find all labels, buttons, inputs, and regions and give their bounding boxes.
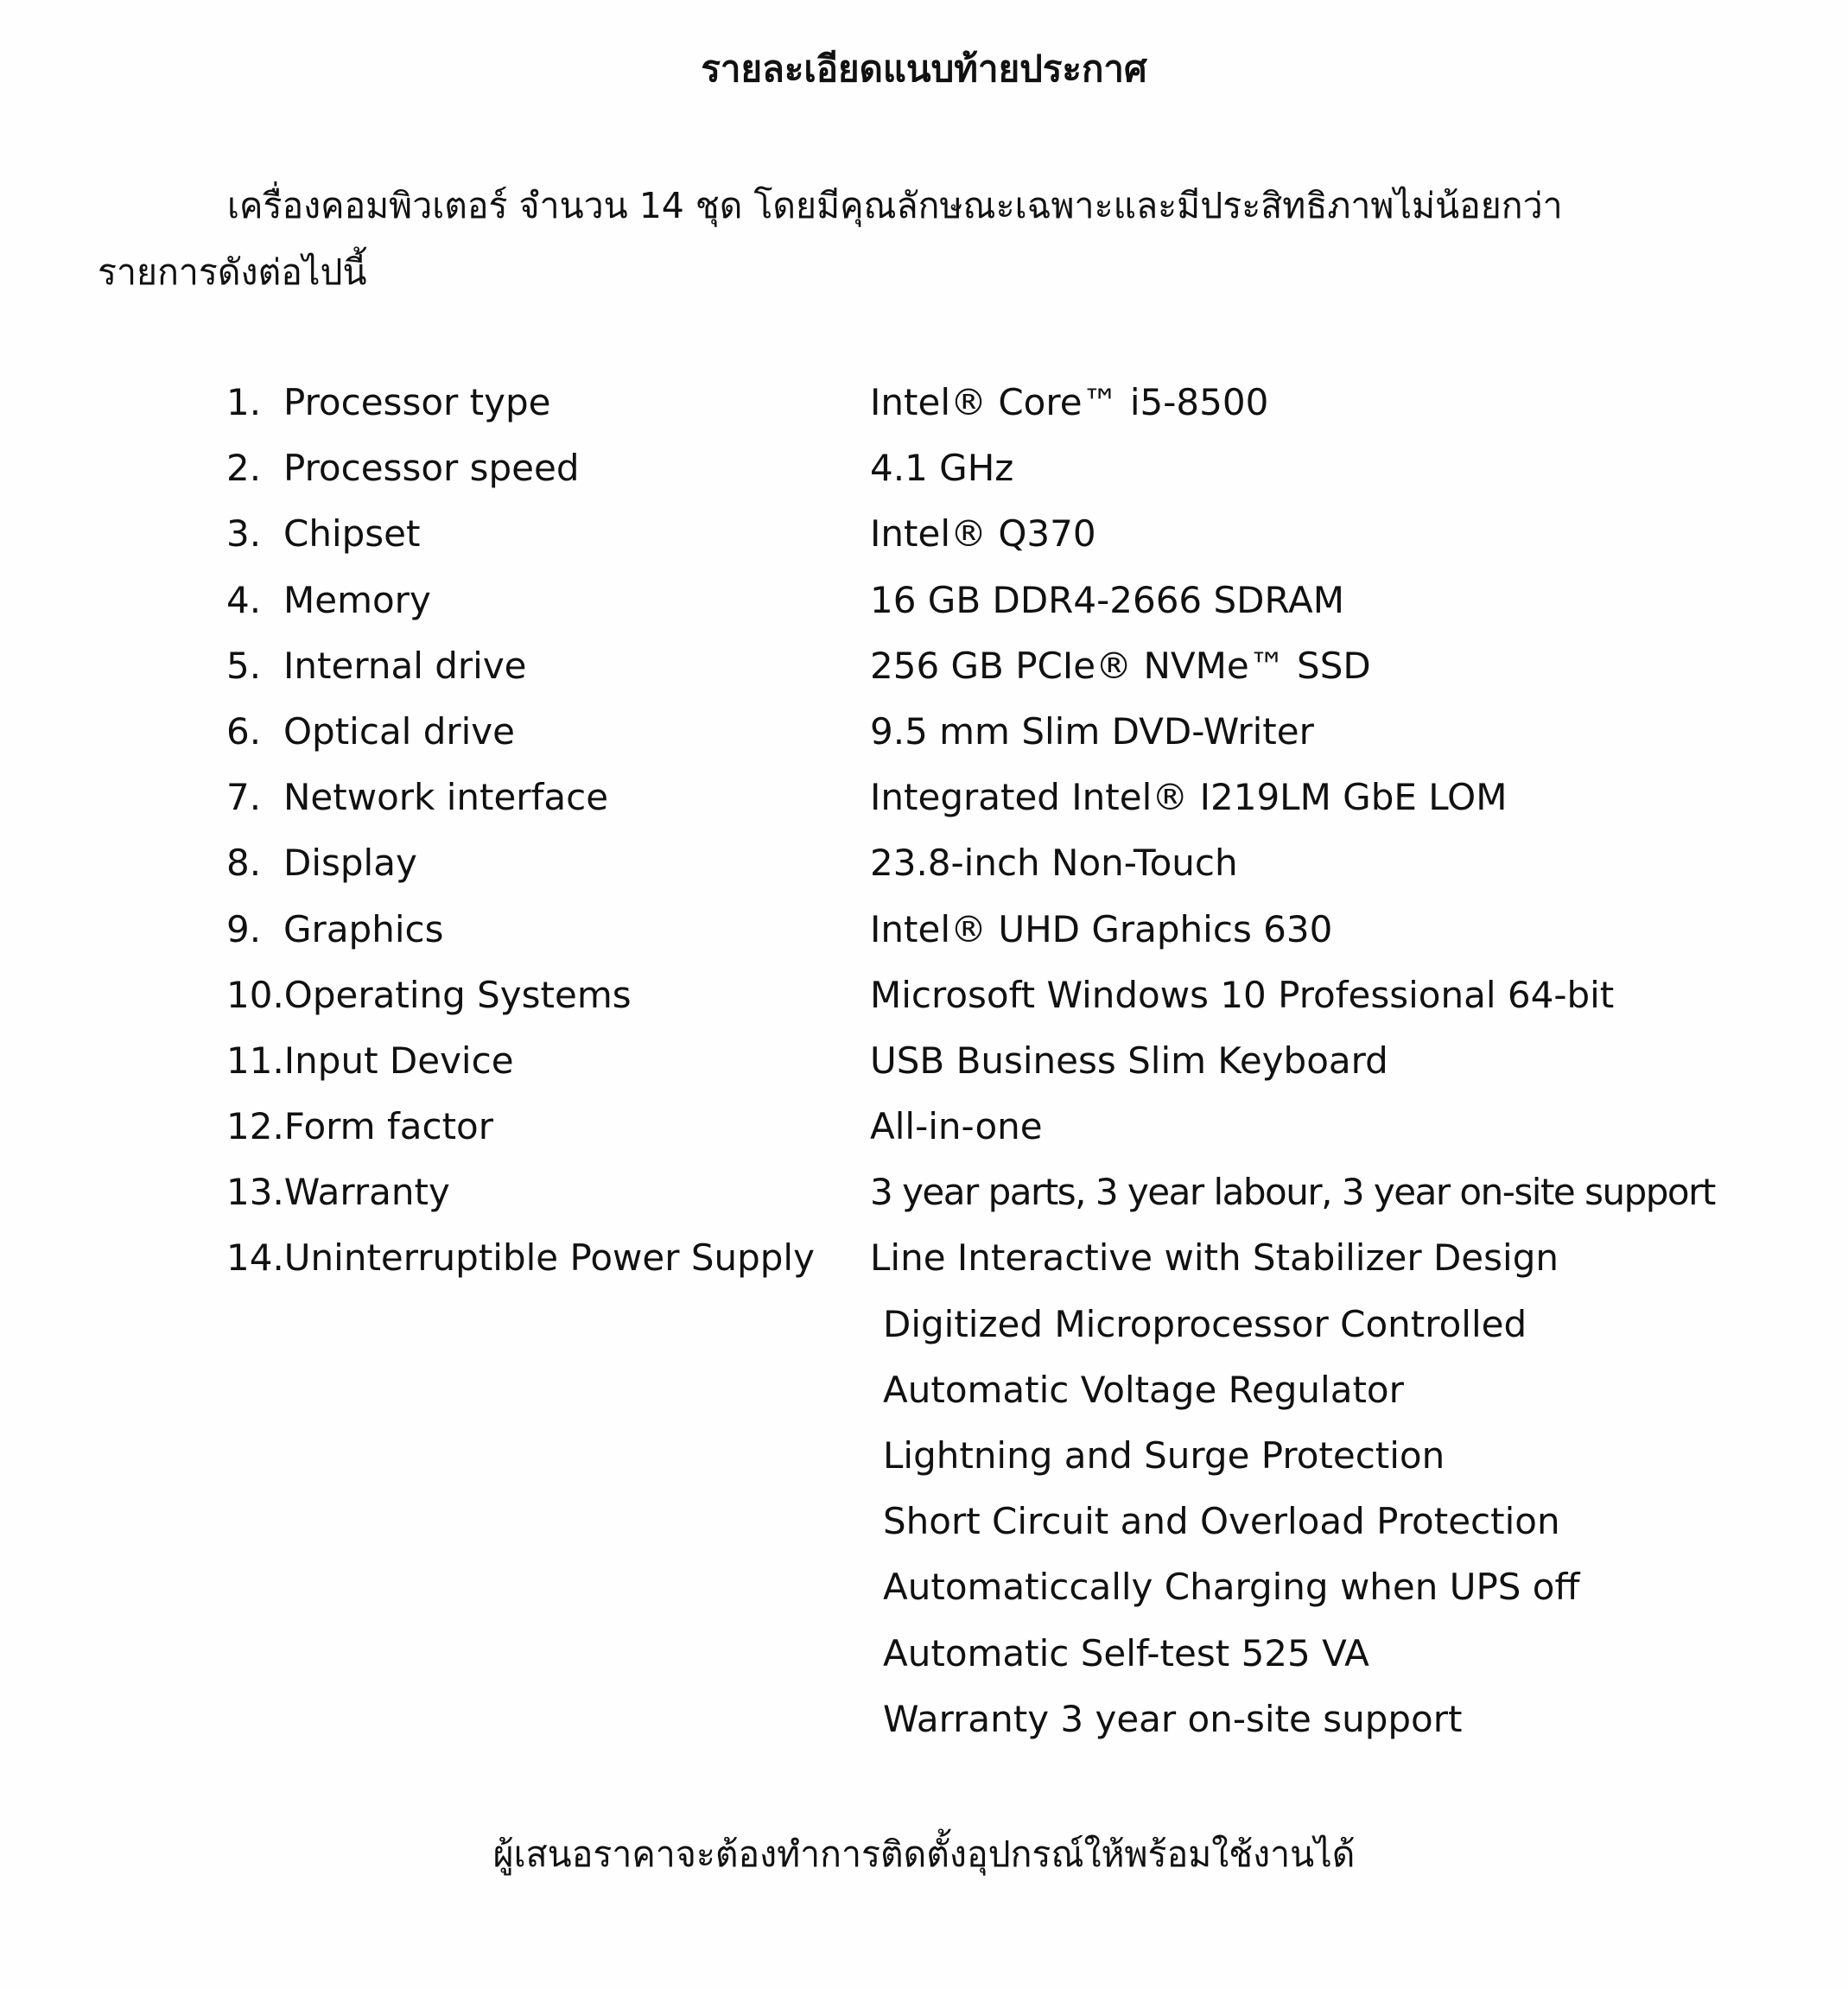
spec-row-form-factor xyxy=(226,1094,1695,1160)
spec-list xyxy=(226,370,1715,1752)
spec-number: 6. xyxy=(226,709,262,753)
spec-name: Graphics xyxy=(283,907,444,950)
spec-value: Intel® UHD Graphics 630 xyxy=(870,907,1333,950)
spec-row-input-device xyxy=(226,1028,1695,1094)
spec-row-processor-type xyxy=(226,370,1695,435)
ups-detail-text: Short Circuit and Overload Protection xyxy=(883,1500,1560,1543)
spec-row-graphics xyxy=(226,897,1695,963)
spec-number: 1. xyxy=(226,381,262,423)
spec-value: 9.5 mm Slim DVD-Writer xyxy=(870,709,1314,753)
ups-detail-line xyxy=(226,1423,1695,1489)
spec-number: 4. xyxy=(226,578,262,621)
spec-name: Internal drive xyxy=(283,644,527,687)
ups-detail-text: Digitized Microprocessor Controlled xyxy=(883,1302,1527,1345)
ups-detail-text: Warranty 3 year on-site support xyxy=(883,1697,1463,1740)
spec-label xyxy=(226,633,527,699)
spec-label xyxy=(226,568,431,633)
spec-label xyxy=(226,1094,493,1160)
spec-name: Processor speed xyxy=(283,447,580,490)
ups-detail-line xyxy=(226,1357,1695,1423)
spec-name: Optical drive xyxy=(283,709,515,753)
spec-row-operating-systems xyxy=(226,963,1695,1028)
spec-row-chipset xyxy=(226,501,1695,567)
ups-detail-text: Automaticcally Charging when UPS off xyxy=(883,1566,1580,1609)
spec-value: 256 GB PCIe® NVMe™ SSD xyxy=(870,644,1371,687)
ups-detail-line xyxy=(226,1489,1695,1554)
spec-value: 16 GB DDR4-2666 SDRAM xyxy=(870,578,1344,621)
footer-note: ผู้เสนอราคาจะต้องทำการติดตั้งอุปกรณ์ให้พร้อมใช้งานได้ xyxy=(492,1833,1356,1875)
spec-label xyxy=(226,897,443,963)
spec-value: 3 year parts, 3 year labour, 3 year on-site support xyxy=(870,1171,1715,1214)
spec-label xyxy=(226,963,632,1028)
spec-number: 9. xyxy=(226,907,262,950)
intro-paragraph: เครื่องคอมพิวเตอร์ จำนวน 14 ชุด โดยมีคุณลักษณะเฉพาะและมีประสิทธิภาพไม่น้อยกว่ารายการดังต่อไปนี้ xyxy=(98,185,1563,293)
spec-name: Uninterruptible Power Supply xyxy=(283,1236,815,1280)
ups-detail-line xyxy=(226,1621,1695,1687)
spec-value: 4.1 GHz xyxy=(870,447,1014,490)
spec-number: 7. xyxy=(226,776,262,819)
spec-number: 5. xyxy=(226,644,262,687)
ups-detail-line xyxy=(226,1292,1695,1357)
spec-row-ups xyxy=(226,1225,1695,1291)
spec-number: 8. xyxy=(226,842,262,885)
ups-detail-line xyxy=(226,1687,1695,1752)
spec-value: Intel® Core™ i5-8500 xyxy=(870,381,1269,423)
spec-name: Memory xyxy=(283,578,431,621)
spec-number: 3. xyxy=(226,512,262,556)
spec-value: Line Interactive with Stabilizer Design xyxy=(870,1236,1559,1280)
spec-name: Processor type xyxy=(283,381,551,423)
spec-value: Integrated Intel® I219LM GbE LOM xyxy=(870,776,1508,819)
spec-label xyxy=(226,501,420,567)
spec-name: Warranty xyxy=(283,1171,450,1214)
spec-value: All-in-one xyxy=(870,1105,1043,1148)
spec-value: 23.8-inch Non-Touch xyxy=(870,842,1238,885)
spec-number: 13. xyxy=(226,1171,284,1214)
document-title: รายละเอียดแนบท้ายประกาศ xyxy=(701,48,1147,90)
spec-name: Network interface xyxy=(283,776,609,819)
spec-label xyxy=(226,1225,815,1291)
spec-number: 14. xyxy=(226,1236,284,1280)
spec-number: 12. xyxy=(226,1105,284,1148)
spec-row-warranty xyxy=(226,1160,1715,1225)
spec-number: 11. xyxy=(226,1039,284,1082)
ups-detail-text: Automatic Self-test 525 VA xyxy=(883,1631,1369,1674)
spec-name: Chipset xyxy=(283,512,421,556)
spec-number: 10. xyxy=(226,973,284,1016)
spec-label xyxy=(226,765,608,830)
spec-label xyxy=(226,1160,450,1225)
spec-row-internal-drive xyxy=(226,633,1695,699)
spec-value: USB Business Slim Keyboard xyxy=(870,1039,1388,1082)
spec-value: Microsoft Windows 10 Professional 64-bit xyxy=(870,973,1615,1016)
ups-detail-line xyxy=(226,1554,1695,1620)
spec-row-optical-drive xyxy=(226,699,1695,765)
spec-label xyxy=(226,435,580,501)
spec-row-processor-speed xyxy=(226,435,1695,501)
ups-detail-text: Automatic Voltage Regulator xyxy=(883,1368,1404,1411)
spec-name: Form factor xyxy=(283,1105,493,1148)
spec-row-display xyxy=(226,830,1695,896)
ups-detail-text: Lightning and Surge Protection xyxy=(883,1434,1445,1477)
spec-number: 2. xyxy=(226,447,262,490)
spec-label xyxy=(226,830,417,896)
spec-row-memory xyxy=(226,568,1695,633)
spec-name: Input Device xyxy=(283,1039,514,1082)
spec-label xyxy=(226,370,550,435)
spec-label xyxy=(226,1028,514,1094)
spec-name: Display xyxy=(283,842,417,885)
spec-name: Operating Systems xyxy=(283,973,632,1016)
spec-label xyxy=(226,699,515,765)
spec-row-network-interface xyxy=(226,765,1695,830)
spec-value: Intel® Q370 xyxy=(870,512,1096,556)
